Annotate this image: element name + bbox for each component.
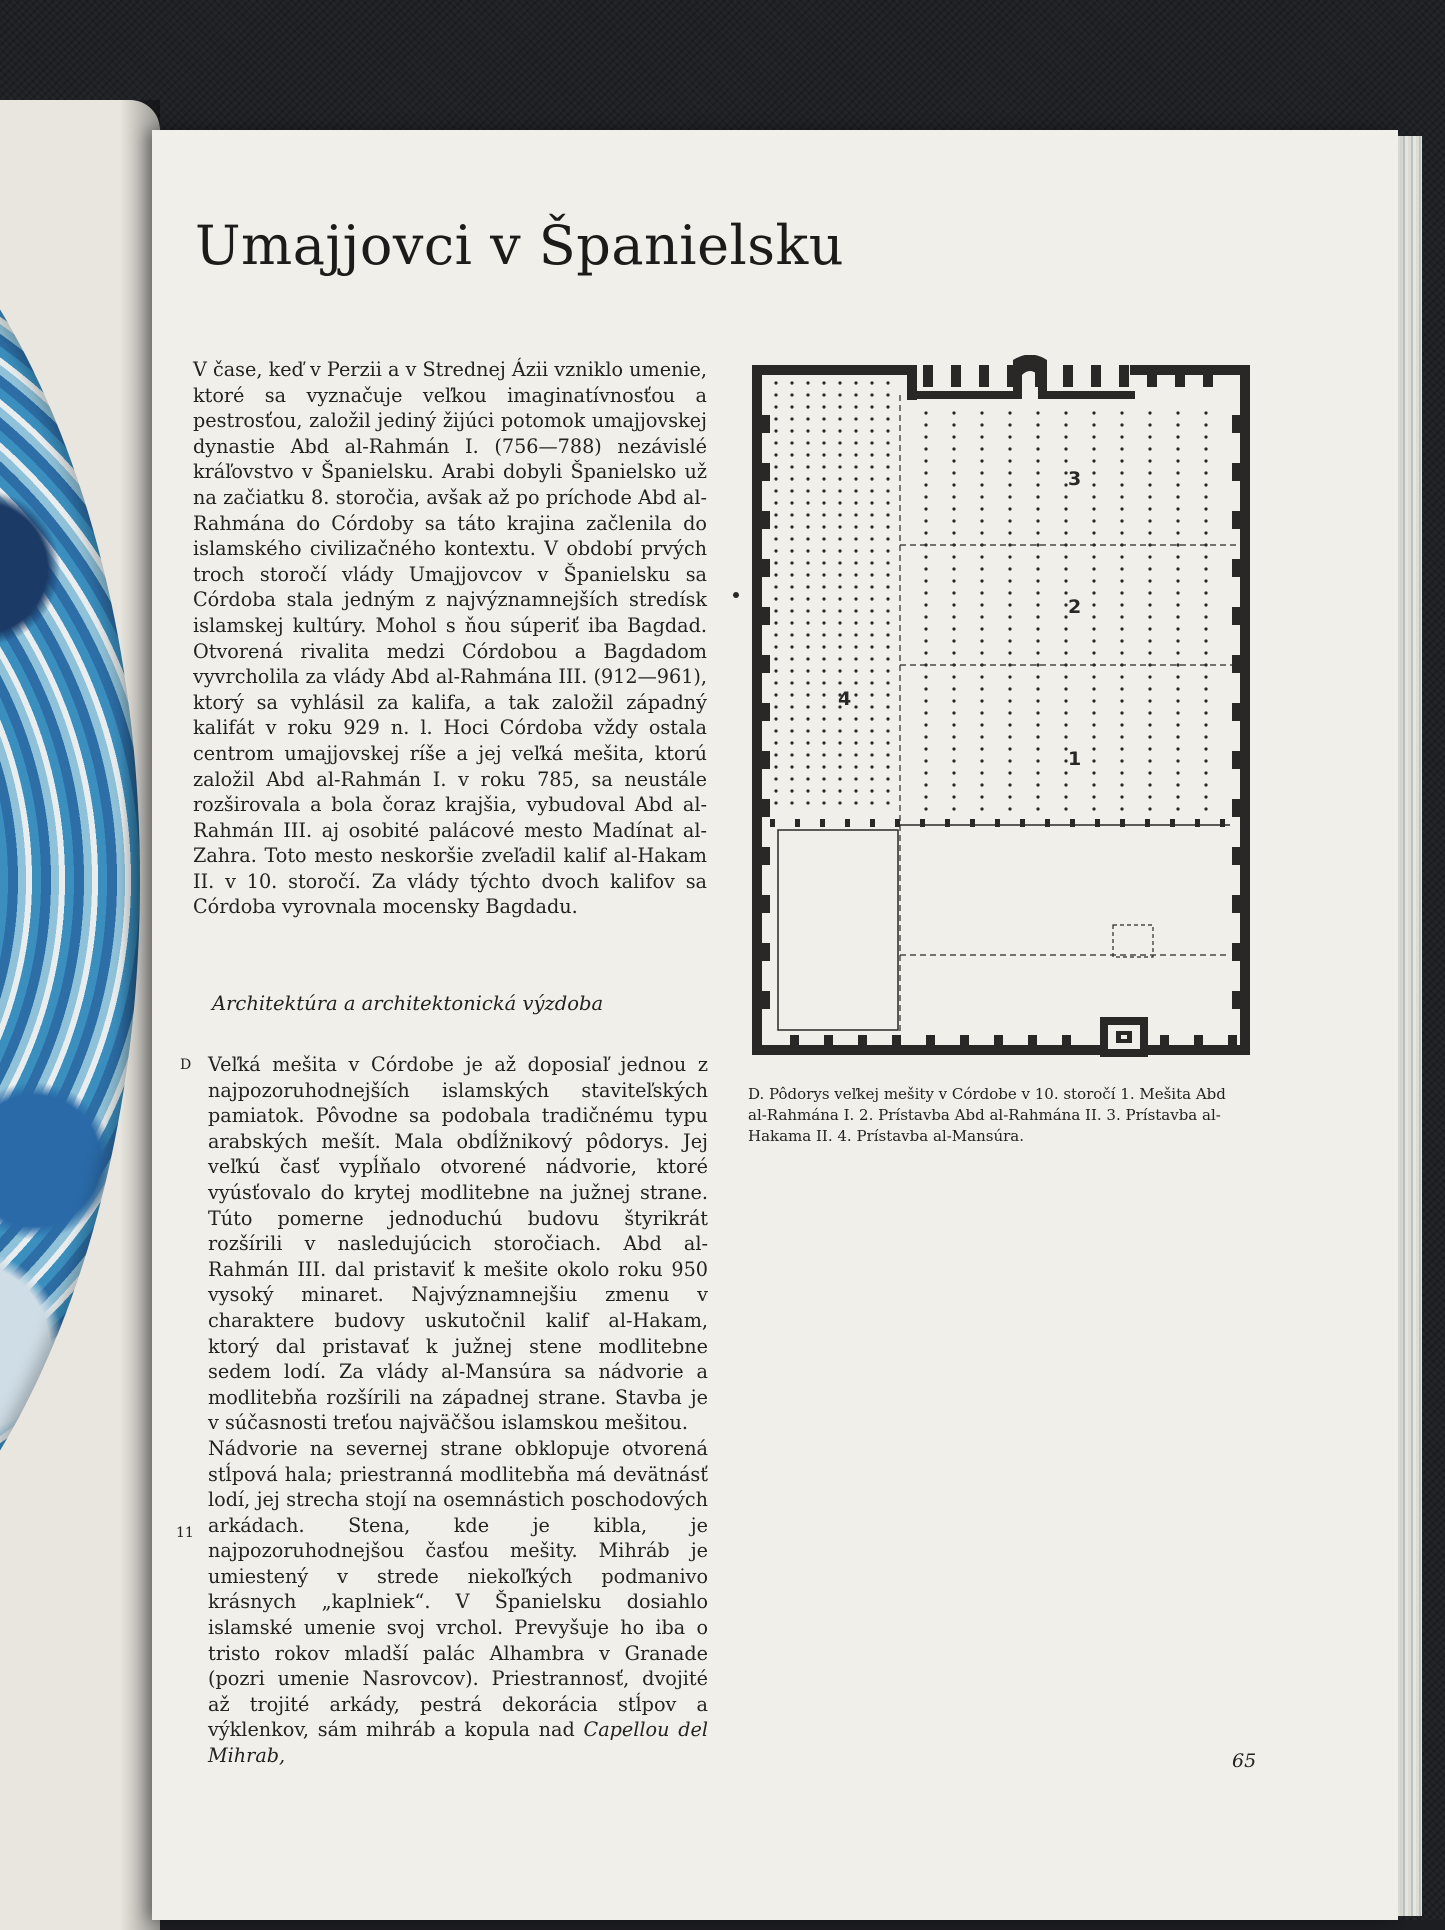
paragraph-courtyard	[208, 1436, 708, 1769]
decorative-plate-image	[0, 100, 140, 1660]
margin-figure-reference: D	[180, 1057, 192, 1073]
plan-label-1: 1	[1068, 748, 1082, 770]
body-text-intro	[193, 357, 707, 920]
page-title: Umajjovci v Španielsku	[195, 214, 845, 277]
paragraph-intro: V čase, keď v Perzii a v Strednej Ázii vzniklo umenie, ktoré sa vyznačuje veľkou imaginatívnosťou a pestrosťou, založil jediný žijúci potomok umajjovskej dynastie Abd al-Rahmán I. (756—788) nezávislé kráľovstvo v Španielsku. Arabi dobyli Španielsko už na začiatku 8. storočia, avšak až po príchode Abd al-Rahmána do Córdoby sa táto krajina začlenila do islamského civilizačného kontextu. V období prvých troch storočí vlády Umajjovcov v Španielsku sa Córdoba stala jedným z najvýznamnejších stredísk islamskej kultúry. Mohol s ňou súperiť iba Bagdad. Otvorená rivalita medzi Córdobou a Bagdadom vyvrcholila za vlády Abd al-Rahmána III. (912—961), ktorý sa vyhlásil za kalifa, a tak založil západný kalifát v roku 929 n. l. Hoci Córdoba vždy ostala centrom umajjovskej ríše a jej veľká mešita, ktorú založil Abd al-Rahmán I. v roku 785, sa neustále rozširovala a bola čoraz krajšia, vybudoval Abd al-Rahmán III. aj osobité palácové mesto Madínat al-Zahra. Toto mesto neskoršie zveľadil kalif al-Hakam II. v 10. storočí. Za vlády týchto dvoch kalifov sa Córdoba vyrovnala mocensky Bagdadu.	[193, 358, 707, 919]
plan-columns-and-buttresses	[762, 365, 1240, 1045]
italic-term: Capellou del Mihrab,	[208, 1718, 708, 1768]
paragraph-mosque: Veľká mešita v Córdobe je až doposiaľ jednou z najpozoruhodnejších islamských staviteľských pamiatok. Pôvodne sa podobala tradičnému typu arabských mešít. Mala obdĺžnikový pôdorys. Jej veľkú časť vypĺňalo otvorené nádvorie, ktoré vyúsťovalo do krytej modlitebne na južnej strane. Túto pomerne jednoduchú budovu štyrikrát rozšírili v nasledujúcich storočiach. Abd al-Rahmán III. dal pristaviť k mešite okolo roku 950 vysoký minaret. Najvýznamnejšiu zmenu v charaktere budovy uskutočnil kalif al-Hakam, ktorý dal pristavať k južnej stene modlitebne sedem lodí. Za vlády al-Mansúra sa nádvorie a modlitebňa rozšírili na západnej strane. Stavba je v súčasnosti treťou najväčšou islamskou mešitou.	[208, 1053, 708, 1435]
page-number: 65	[1232, 1750, 1257, 1772]
section-subheading: Architektúra a architektonická výzdoba	[212, 992, 604, 1015]
plan-label-4: 4	[838, 688, 852, 710]
mosque-floor-plan	[730, 355, 1275, 1075]
plan-label-3: 3	[1068, 468, 1082, 490]
paragraph-courtyard-text: Nádvorie na severnej strane obklopuje otvorená stĺpová hala; priestranná modlitebňa má devätnásť lodí, jej strecha stojí na osemnástich poschodových arkádach. Stena, kde je kibla, je najpozoruhodnejšou časťou mešity. Mihráb je umiestený v strede niekoľkých podmanivo krásnych „kaplniek“. V Španielsku dosiahlo islamské umenie svoj vrchol. Prevyšuje ho iba o tristo rokov mladší palác Alhambra v Granade (pozri umenie Nasrovcov). Priestrannosť, dvojité až trojité arkády, pestrá dekorácia stĺpov a výklenkov, sám mihráb a kopula nad	[208, 1436, 708, 1742]
plan-structure	[733, 355, 1250, 1057]
margin-plate-reference: 11	[176, 1525, 194, 1541]
plan-label-2: 2	[1068, 596, 1082, 618]
body-text-architecture	[208, 1052, 708, 1769]
figure-caption: D. Pôdorys veľkej mešity v Córdobe v 10. storočí 1. Mešita Abd al-Rahmána I. 2. Prístavba Abd al-Rahmána II. 3. Prístavba al-Hakama II. 4. Prístavba al-Mansúra.	[748, 1085, 1226, 1145]
